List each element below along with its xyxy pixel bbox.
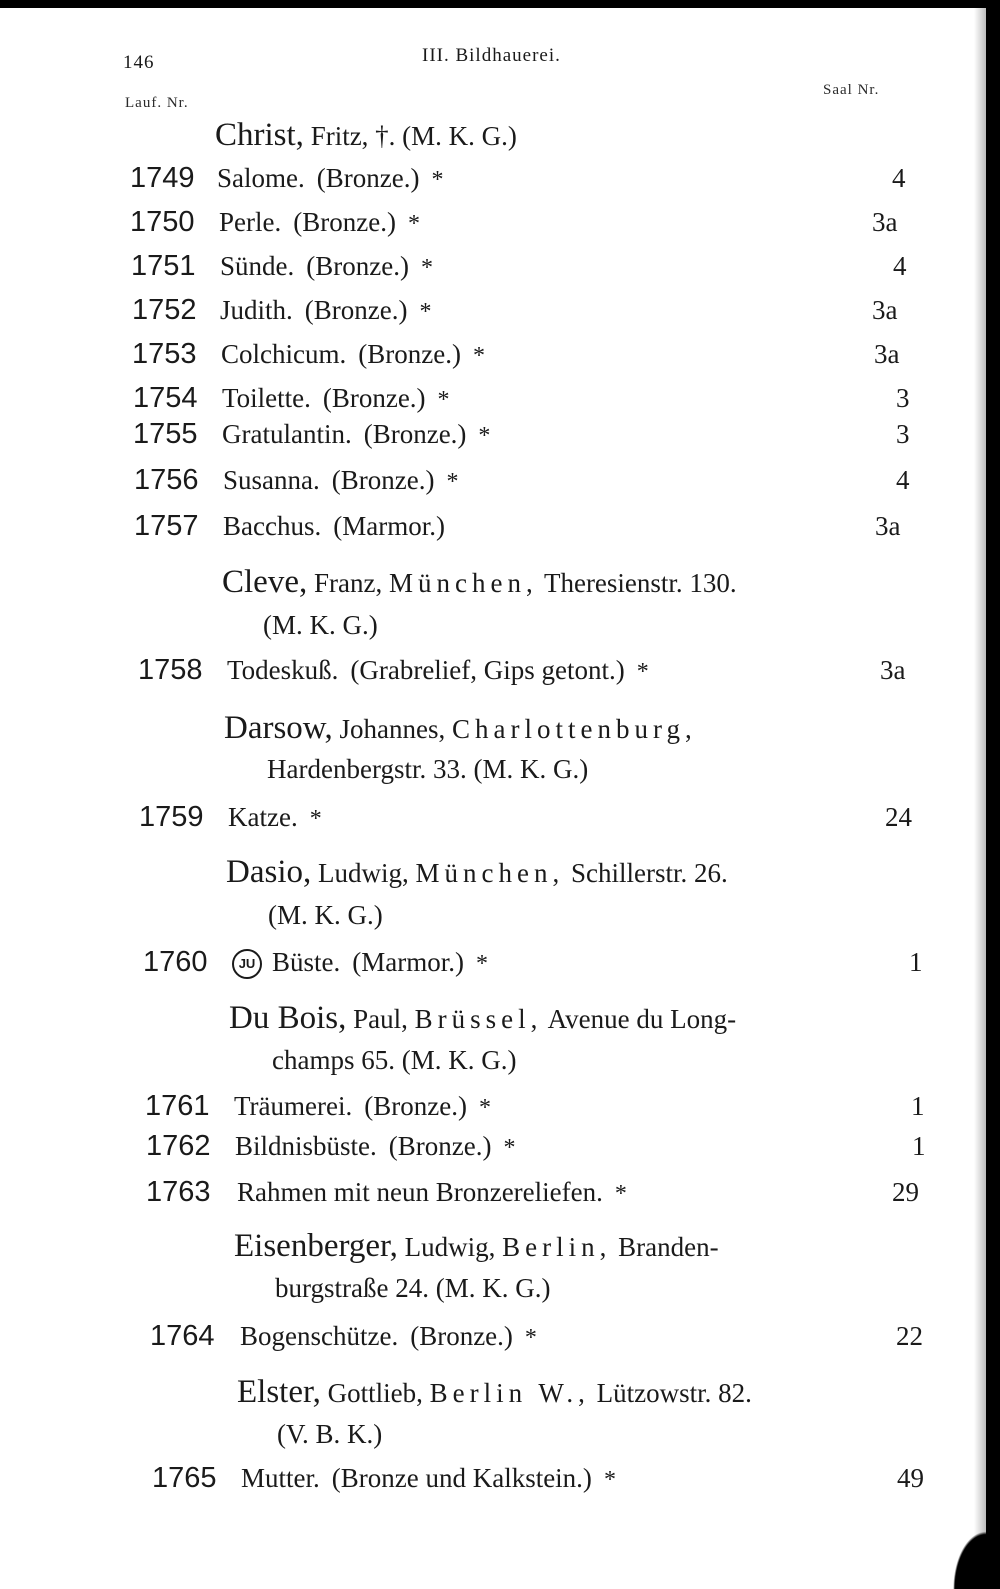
entry-number: 1760 [143,946,208,978]
entry-title: Bildnisbüste. [235,1131,377,1161]
entry-room: 1 [912,1131,926,1161]
artist-heading [229,998,736,1039]
catalog-entry [150,1316,930,1356]
entry-room: 4 [892,163,906,193]
entry-star: * [472,343,485,369]
artist-name: Eisenberger, [234,1228,398,1264]
artist-forename: Ludwig, [404,1232,496,1262]
jubilee-mark-icon: JU [232,949,262,979]
entry-title: Träumerei. [234,1091,353,1121]
entry-number: 1763 [146,1176,211,1208]
catalog-entry [146,1126,926,1166]
artist-society: (V. B. K.) [277,1419,383,1449]
scan-corner-shadow [946,1519,986,1589]
artist-heading [215,115,517,156]
catalog-entry [134,460,914,500]
catalog-entry [152,1458,932,1498]
artist-address: Hardenbergstr. 33. (M. K. G.) [267,754,589,784]
entry-star: * [636,659,649,685]
entry-number: 1750 [130,206,195,238]
artist-forename: Johannes, [339,714,446,744]
entry-material: (Grabrelief, Gips getont.) [350,655,625,685]
column-header-saal-nr: Saal Nr. [823,82,880,98]
entry-room: 4 [896,465,910,495]
entry-room: 3 [896,383,910,413]
entry-star: * [419,299,432,325]
entry-number: 1765 [152,1462,217,1494]
entry-material: (Marmor.) [333,511,445,541]
entry-title: Colchicum. [221,339,347,369]
entry-material: (Bronze und Kalkstein.) [331,1463,592,1493]
page-edge-shadow [974,8,986,1589]
artist-address-cont: champs 65. (M. K. G.) [272,1045,517,1075]
catalog-entry [131,246,911,286]
entry-room: 3a [875,511,901,541]
entry-material: (Bronze.) [306,251,409,281]
entry-title: Perle. [219,207,282,237]
catalog-entry [143,942,923,982]
catalog-entry [132,290,912,330]
entry-star: * [420,255,433,281]
entry-title: Salome. [217,163,305,193]
entry-star: * [475,951,488,977]
entry-room: 4 [893,251,907,281]
entry-title: Todeskuß. [227,655,339,685]
entry-title: Büste. [272,947,341,977]
entry-star: * [524,1325,537,1351]
catalog-entry [130,158,910,198]
entry-number: 1753 [132,338,197,370]
entry-star: * [503,1135,516,1161]
page-number: 146 [123,52,155,73]
entry-material: (Bronze.) [388,1131,492,1161]
entry-title: Sünde. [220,251,295,281]
artist-society: (M. K. G.) [263,610,378,640]
entry-title: Susanna. [223,465,320,495]
artist-city: Berlin W., [429,1378,590,1408]
entry-room: 1 [909,947,923,977]
artist-heading [234,1226,719,1267]
entry-room: 29 [892,1177,919,1207]
entry-room: 3a [872,207,898,237]
artist-address: Schillerstr. 26. [570,858,728,888]
entry-room: 22 [896,1321,923,1351]
entry-material: (Bronze.) [304,295,408,325]
entry-title: Bacchus. [223,511,322,541]
entry-material: (Marmor.) [352,947,464,977]
entry-number: 1755 [133,418,198,450]
artist-forename: Franz, [313,568,383,598]
entry-number: 1749 [130,162,195,194]
entry-star: * [309,806,322,832]
artist-city: Berlin, [502,1232,612,1262]
artist-city: Brüssel, [414,1004,543,1034]
entry-material: (Bronze.) [410,1321,513,1351]
entry-material: (Bronze.) [316,163,420,193]
artist-forename: Paul, [353,1004,408,1034]
entry-star: * [446,469,459,495]
entry-number: 1756 [134,464,199,496]
artist-address: Branden- [618,1232,719,1262]
entry-title: Bogenschütze. [240,1321,399,1351]
catalog-entry [146,1172,926,1212]
entry-room: 3a [874,339,900,369]
artist-heading [224,708,697,749]
artist-address: Lützowstr. 82. [596,1378,752,1408]
entry-title: Toilette. [222,383,311,413]
section-title: III. Bildhauerei. [422,45,561,66]
entry-star: * [478,1095,491,1121]
entry-number: 1752 [132,294,197,326]
catalog-entry [132,334,912,374]
artist-forename: Ludwig, [318,858,409,888]
artist-name: Dasio, [226,854,312,890]
entry-star: * [431,167,444,193]
artist-details: Fritz, †. (M. K. G.) [310,121,517,151]
artist-heading [226,852,728,893]
entry-star: * [603,1467,616,1493]
entry-material: (Bronze.) [331,465,435,495]
catalog-entry [145,1086,925,1126]
catalog-entry [139,797,919,837]
artist-name: Du Bois, [229,1000,347,1036]
artist-name: Cleve, [222,564,308,600]
artist-heading [237,1372,752,1413]
artist-society: (M. K. G.) [268,900,383,930]
catalog-entry [133,378,913,418]
catalog-entry [130,202,910,242]
entry-material: (Bronze.) [364,1091,467,1121]
artist-forename: Gottlieb, [327,1378,423,1408]
entry-star: * [407,211,420,237]
entry-room: 1 [911,1091,925,1121]
artist-address: Avenue du Long- [547,1004,737,1034]
entry-material: (Bronze.) [322,383,426,413]
entry-number: 1761 [145,1090,210,1122]
column-header-lauf-nr: Lauf. Nr. [125,95,189,111]
artist-address: Theresienstr. 130. [543,568,737,598]
entry-star: * [437,387,450,413]
catalog-entry [133,414,913,454]
entry-room: 3a [880,655,906,685]
entry-room: 3 [896,419,910,449]
entry-room: 24 [885,802,912,832]
entry-title: Katze. [228,802,298,832]
entry-number: 1762 [146,1130,211,1162]
catalog-entry [138,650,918,690]
artist-name: Christ, [215,117,304,153]
entry-material: (Bronze.) [363,419,467,449]
artist-city: München, [415,858,565,888]
entry-room: 49 [897,1463,924,1493]
scan-top-border [0,0,1000,8]
catalog-entry [134,506,914,546]
entry-number: 1751 [131,250,196,282]
scan-right-border [986,0,1000,1589]
entry-material: (Bronze.) [358,339,461,369]
entry-number: 1764 [150,1320,215,1352]
artist-city: Charlottenburg, [451,714,697,744]
entry-number: 1759 [139,801,204,833]
entry-number: 1757 [134,510,199,542]
entry-star: * [478,423,491,449]
artist-name: Darsow, [224,710,333,746]
entry-number: 1754 [133,382,198,414]
artist-name: Elster, [237,1374,321,1410]
entry-room: 3a [872,295,898,325]
entry-number: 1758 [138,654,203,686]
entry-title: Gratulantin. [222,419,352,449]
entry-title: Mutter. [241,1463,320,1493]
entry-title: Judith. [220,295,293,325]
entry-material: (Bronze.) [293,207,396,237]
artist-heading [222,562,737,603]
artist-city: München, [388,568,538,598]
entry-title: Rahmen mit neun Bronzereliefen. [237,1177,603,1207]
entry-star: * [614,1181,627,1207]
artist-address-cont: burgstraße 24. (M. K. G.) [275,1273,551,1303]
